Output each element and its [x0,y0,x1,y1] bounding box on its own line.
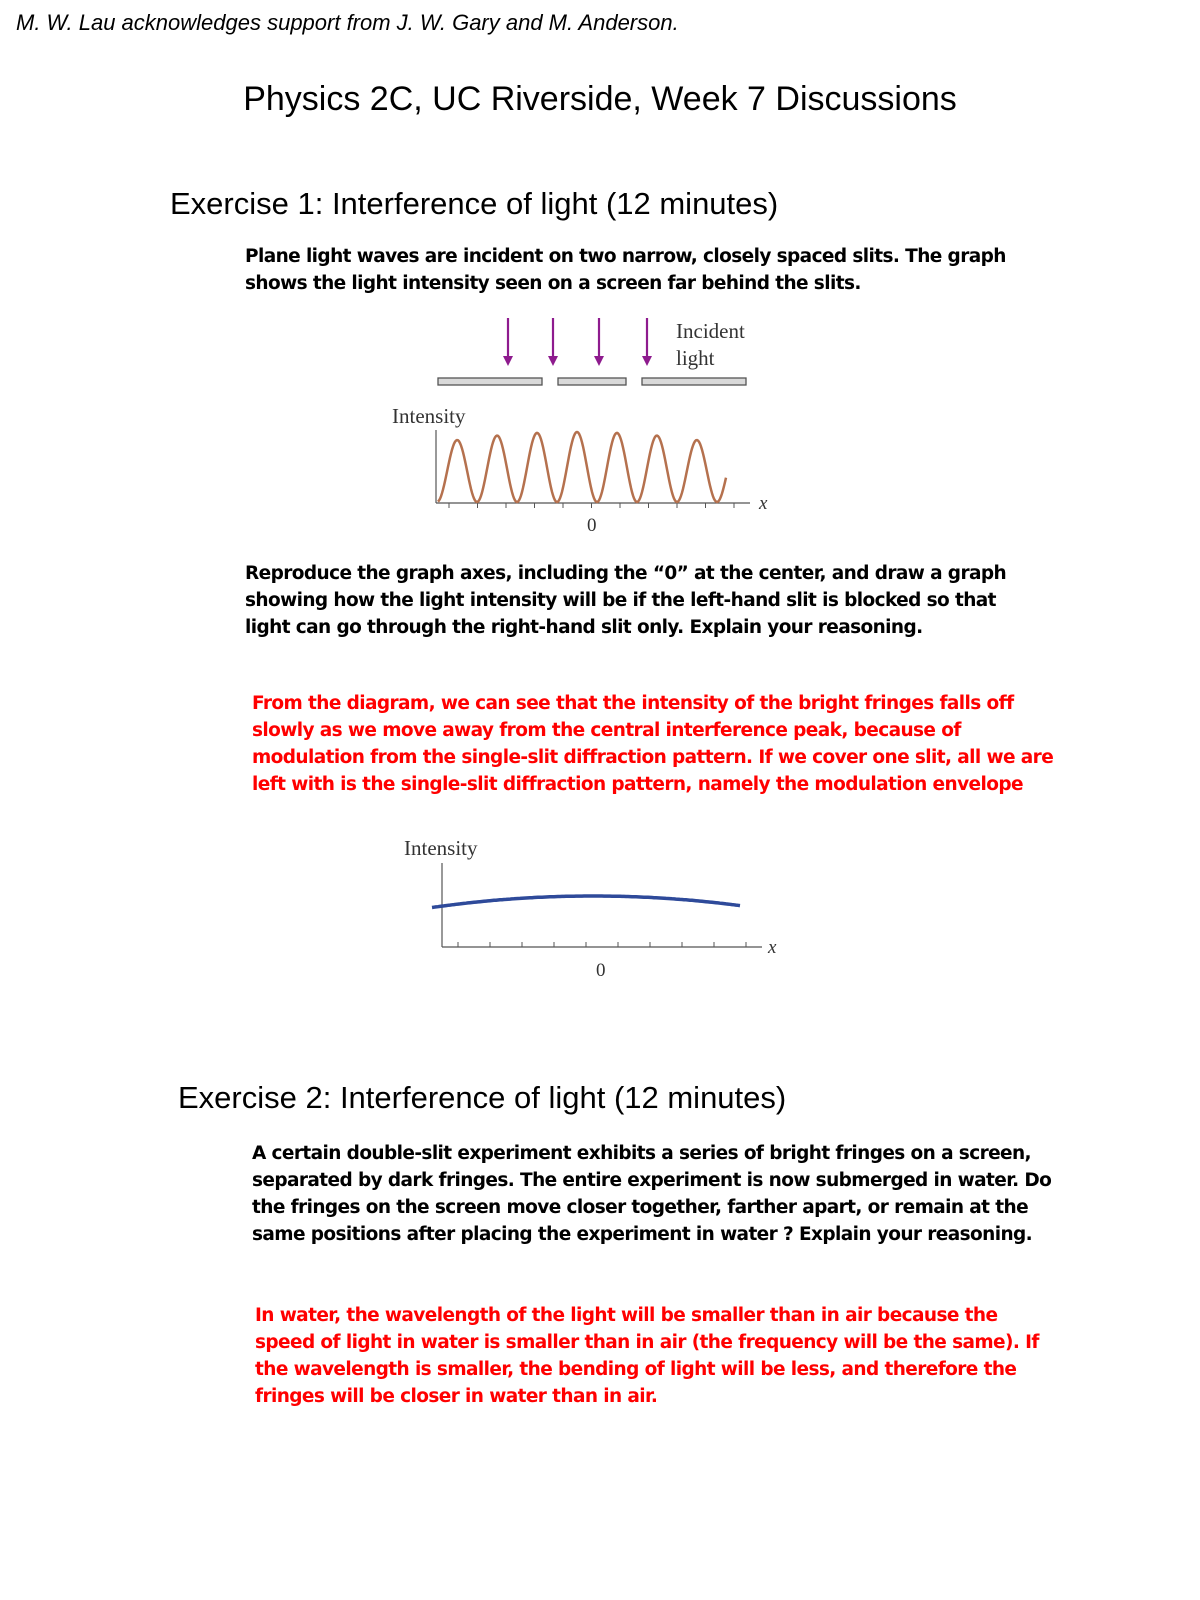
incident-arrow-head [594,356,604,366]
question-line: same positions after placing the experiment in water ? Explain your reasoning. [252,1224,1033,1245]
answer-line: slowly as we move away from the central interference peak, because of [252,720,961,741]
question-line: showing how the light intensity will be if the left-hand slit is blocked so that [245,590,996,611]
answer-line: the wavelength is smaller, the bending of light will be less, and therefore the [255,1359,1017,1380]
answer-line: left with is the single-slit diffraction pattern, namely the modulation envelope [252,774,1023,795]
slit-barrier-left [438,378,542,385]
question-line: separated by dark fringes. The entire experiment is now submerged in water. Do [252,1170,1052,1191]
slit-barrier-middle [558,378,626,385]
incident-label: Incident [676,319,745,343]
light-label: light [676,346,715,370]
incident-light-arrows [503,318,652,366]
single-slit-envelope-curve [432,896,740,908]
answer-line: fringes will be closer in water than in air. [255,1386,658,1407]
incident-arrow-head [503,356,513,366]
answer-line: From the diagram, we can see that the intensity of the bright fringes falls off [252,693,1014,714]
answer-x-ticks [458,942,746,947]
exercise-1-title: Exercise 1: Interference of light (12 minutes) [170,186,779,221]
exercise-1-intro [245,243,1006,297]
answer-x-axis-label: x [768,937,777,958]
x-axis-label: x [759,493,768,514]
acknowledgment: M. W. Lau acknowledges support from J. W. Gary and M. Anderson. [16,10,679,35]
interference-intensity-curve [438,432,726,502]
answer-line: speed of light in water is smaller than in air (the frequency will be the same). If [255,1332,1039,1353]
single-slit-answer-figure [390,830,790,980]
answer-line: modulation from the single-slit diffraction pattern. If we cover one slit, all we are [252,747,1054,768]
question-line: the fringes on the screen move closer together, farther apart, or remain at the [252,1197,1029,1218]
answer-line: In water, the wavelength of the light will be smaller than in air because the [255,1305,998,1326]
x-ticks [449,503,734,508]
answer-origin-label: 0 [596,960,606,980]
answer-y-axis-label: Intensity [404,836,478,860]
question-line: light can go through the right-hand slit only. Explain your reasoning. [245,617,923,638]
question-line: Reproduce the graph axes, including the “0” at the center, and draw a graph [245,563,1007,584]
incident-arrow-head [548,356,558,366]
double-slit-figure [380,310,780,555]
intro-line: shows the light intensity seen on a screen far behind the slits. [245,273,861,294]
incident-arrow-head [642,356,652,366]
exercise-1-question [245,560,1006,641]
exercise-2-question [252,1140,1051,1248]
origin-label: 0 [587,515,597,536]
exercise-2-answer [255,1302,1039,1410]
y-axis-label: Intensity [392,404,466,428]
question-line: A certain double-slit experiment exhibits a series of bright fringes on a screen, [252,1143,1031,1164]
exercise-2-title: Exercise 2: Interference of light (12 minutes) [178,1080,787,1115]
intro-line: Plane light waves are incident on two narrow, closely spaced slits. The graph [245,246,1006,267]
slit-barrier-right [642,378,746,385]
page-title: Physics 2C, UC Riverside, Week 7 Discussions [243,80,957,118]
exercise-1-answer [252,690,1053,798]
